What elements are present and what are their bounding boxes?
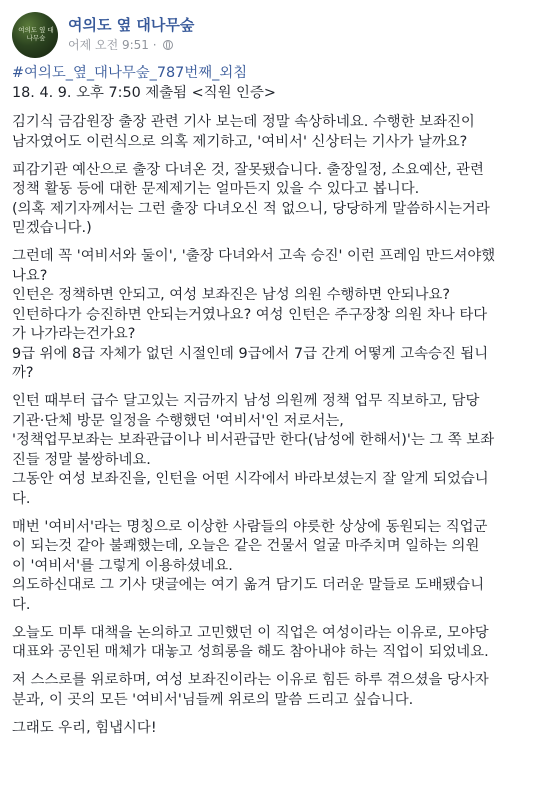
globe-icon: [163, 40, 173, 50]
post-intro: [12, 64, 552, 103]
post-header: [12, 12, 548, 58]
post-meta: [68, 36, 173, 53]
hashtag-link[interactable]: #여의도_옆_대나무숲_787번째_외침: [12, 65, 248, 81]
paragraph-6: 오늘도 미투 대책을 논의하고 고민했던 이 직업은 여성이라는 이유로, 모야당 대표와 공인된 매체가 대놓고 성희롱을 해도 참아내야 하는 직업이 되었네요.: [12, 624, 489, 660]
paragraph-7: 저 스스로를 위로하며, 여성 보좌진이라는 이유로 힘든 하루 겪으셨을 당사자 분과, 이 곳의 모든 '여비서'님들께 위로의 말씀 드리고 싶습니다.: [12, 672, 489, 708]
paragraph-5: 매번 '여비서'라는 명칭으로 이상한 사람들의 야릇한 상상에 동원되는 직업군 이 되는것 같아 불쾌했는데, 오늘은 같은 건물서 얼굴 마주치며 일하는 의원 이 '여비서'를 그렇게 이용하셨네요. 의도하신대로 그 기사 댓글에는 여기 옮겨 담기도 더러운 말들로 도배됐습니 다.: [12, 518, 488, 613]
paragraph-1: 김기식 금감원장 출장 관련 기사 보는데 정말 속상하네요. 수행한 보좌진이 남자였어도 이런식으로 의혹 제기하고, '여비서' 신상터는 기사가 날까요?: [12, 114, 475, 150]
page-name-link[interactable]: 여의도 옆 대나무숲: [68, 16, 195, 34]
paragraph-2: 피감기관 예산으로 출장 다녀온 것, 잘못됐습니다. 출장일정, 소요예산, 관련 정책 활동 등에 대한 문제제기는 얼마든지 있을 수 있다고 봅니다. (의혹 제기자께서는 그런 출장 다녀오신 적 없으니, 당당하게 말씀하시는거라 믿겠습니다.): [12, 161, 490, 236]
paragraph-8: 그래도 우리, 힘냅시다!: [12, 719, 157, 736]
submitted-line: 18. 4. 9. 오후 7:50 제출됨 <직원 인증>: [12, 84, 276, 101]
page-avatar[interactable]: [12, 12, 58, 58]
post-timestamp[interactable]: 어제 오전 9:51 ·: [68, 38, 161, 52]
paragraph-4: 인턴 때부터 급수 달고있는 지금까지 남성 의원께 정책 업무 직보하고, 담당 기관·단체 방문 일정을 수행했던 '여비서'인 저로서는, '정책업무보좌는 보좌관급이나 비서관급만 한다(남성에 한해서)'는 그 쪽 보좌 진들 정말 불쌍하네요. 그동안 여성 보좌진을, 인턴을 어떤 시각에서 바라보셨는지 잘 알게 되었습니 다.: [12, 393, 495, 507]
avatar-text: 여의도 옆 대나무숲: [18, 26, 54, 42]
post-content: [12, 64, 552, 747]
paragraph-3: 그런데 꼭 '여비서와 둘이', '출장 다녀와서 고속 승진' 이런 프레임 만드셔야했 나요? 인턴은 정책하면 안되고, 여성 보좌진은 남성 의원 수행하면 안되나요? 인턴하다가 승진하면 안되는거였나요? 여성 인턴은 주구장창 의원 차나 타다 가 나가라는건가요? 9급 위에 8급 자체가 없던 시절인데 9급에서 7급 간게 어떻게 고속승진 됩니 까?: [12, 248, 496, 381]
